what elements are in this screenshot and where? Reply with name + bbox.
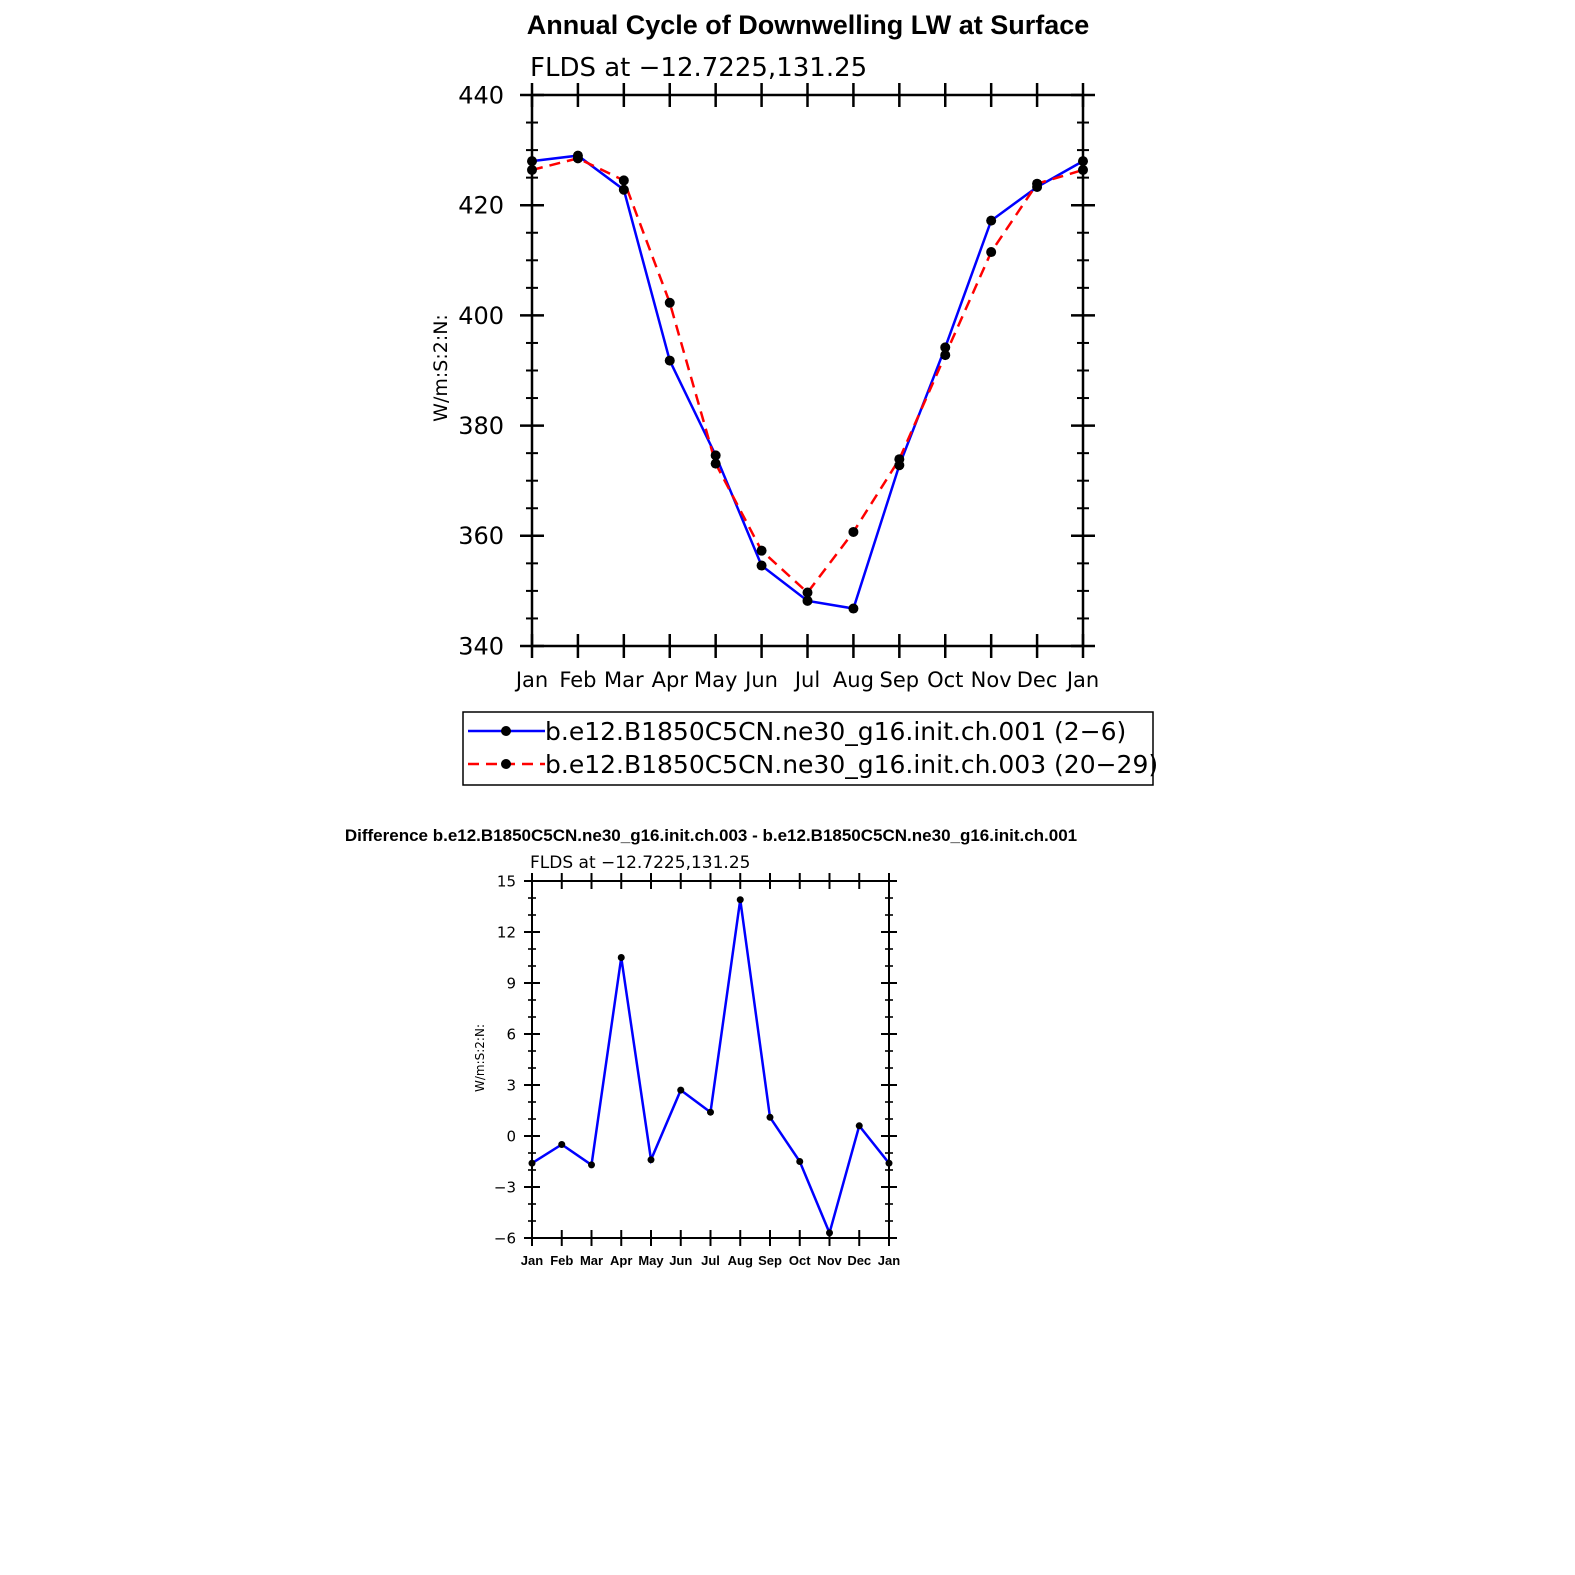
difference-chart: [345, 826, 1077, 1268]
data-point: [707, 1109, 714, 1116]
x-tick-label: Aug: [832, 668, 874, 692]
data-point: [619, 185, 629, 195]
data-point: [619, 175, 629, 185]
x-tick-labels: [514, 668, 1099, 692]
data-point: [803, 588, 813, 598]
data-point: [665, 356, 675, 366]
x-tick-label: Mar: [579, 1253, 604, 1268]
data-point: [757, 561, 767, 571]
y-tick-label: 0: [506, 1127, 516, 1146]
x-tick-label: Dec: [847, 1253, 872, 1268]
legend-label-series-2: b.e12.B1850C5CN.ne30_g16.init.ch.003 (20−29): [545, 750, 1159, 779]
series-group: [527, 151, 1088, 614]
data-point: [558, 1141, 565, 1148]
y-tick-label: 340: [458, 632, 504, 661]
data-point: [1032, 179, 1042, 189]
series-line-1: [532, 156, 1083, 609]
data-point: [588, 1161, 595, 1168]
x-tick-label: Jan: [1066, 668, 1100, 692]
data-point: [856, 1122, 863, 1129]
series-group: [529, 896, 893, 1236]
y-tick-label: 440: [458, 81, 504, 110]
x-tick-label: Sep: [879, 668, 920, 692]
legend-label-series-1: b.e12.B1850C5CN.ne30_g16.init.ch.001 (2−6): [545, 717, 1127, 746]
x-tick-label: Nov: [817, 1253, 842, 1268]
plot-frame: [532, 881, 889, 1238]
data-point: [618, 954, 625, 961]
data-point: [894, 454, 904, 464]
data-point: [848, 604, 858, 614]
chart-subtitle: FLDS at −12.7225,131.25: [530, 53, 868, 83]
data-point: [796, 1158, 803, 1165]
data-point: [940, 350, 950, 360]
x-tick-label: Jan: [515, 668, 549, 692]
legend: [463, 712, 1158, 785]
x-tick-label: Oct: [927, 668, 964, 692]
x-tick-label: Jan: [877, 1253, 901, 1268]
x-tick-label: Jul: [794, 668, 821, 692]
data-point: [648, 1156, 655, 1163]
x-tick-label: Jun: [669, 1253, 693, 1268]
data-point: [757, 546, 767, 556]
y-tick-label: −3: [493, 1178, 516, 1197]
y-tick-label: 400: [458, 301, 504, 330]
data-point: [665, 298, 675, 308]
x-tick-label: Feb: [559, 668, 597, 692]
y-tick-labels: [458, 81, 504, 660]
x-tick-label: May: [693, 668, 738, 692]
y-tick-label: 15: [496, 872, 516, 891]
series-line-2: [532, 158, 1083, 592]
x-tick-label: Jan: [520, 1253, 544, 1268]
y-tick-label: −6: [493, 1229, 516, 1248]
data-point: [677, 1087, 684, 1094]
x-tick-label: Dec: [1016, 668, 1058, 692]
x-tick-label: Feb: [550, 1253, 574, 1268]
data-point: [711, 459, 721, 469]
x-tick-label: Aug: [727, 1253, 753, 1268]
series-line-1: [532, 900, 889, 1233]
legend-marker-series-2: [501, 759, 511, 769]
y-axis-label: W/m:S:2:N:: [473, 1024, 487, 1092]
y-tick-label: 9: [506, 974, 516, 993]
x-tick-label: Jul: [701, 1253, 720, 1268]
axis-ticks: [520, 83, 1095, 658]
x-tick-label: Apr: [610, 1253, 633, 1268]
data-point: [848, 527, 858, 537]
y-tick-label: 6: [506, 1025, 516, 1044]
x-tick-label: Apr: [651, 668, 688, 692]
x-tick-label: Mar: [604, 668, 644, 692]
y-tick-labels: [494, 872, 516, 1247]
chart-title: Difference b.e12.B1850C5CN.ne30_g16.init.ch.003 - b.e12.B1850C5CN.ne30_g16.init.ch.001: [344, 826, 1078, 845]
annual-cycle-chart: [430, 10, 1158, 785]
x-tick-label: Nov: [970, 668, 1012, 692]
y-tick-label: 3: [506, 1076, 516, 1095]
data-point: [986, 216, 996, 226]
data-point: [986, 247, 996, 257]
y-tick-label: 380: [458, 412, 504, 440]
data-point: [826, 1229, 833, 1236]
plot-frame: [532, 95, 1083, 646]
legend-marker-series-1: [501, 726, 511, 736]
x-tick-label: Jun: [745, 668, 778, 692]
data-point: [573, 153, 583, 163]
chart-title: Annual Cycle of Downwelling LW at Surface: [526, 10, 1090, 40]
x-tick-label: Sep: [758, 1253, 782, 1268]
y-tick-label: 12: [496, 923, 516, 942]
data-point: [737, 896, 744, 903]
x-tick-label: May: [638, 1253, 664, 1268]
chart-subtitle: FLDS at −12.7225,131.25: [530, 853, 751, 873]
y-tick-label: 360: [458, 522, 504, 551]
data-point: [767, 1114, 774, 1121]
y-tick-label: 420: [458, 191, 504, 220]
x-tick-labels: [521, 1253, 900, 1268]
x-tick-label: Oct: [788, 1253, 811, 1268]
y-axis-label: W/m:S:2:N:: [430, 314, 452, 422]
